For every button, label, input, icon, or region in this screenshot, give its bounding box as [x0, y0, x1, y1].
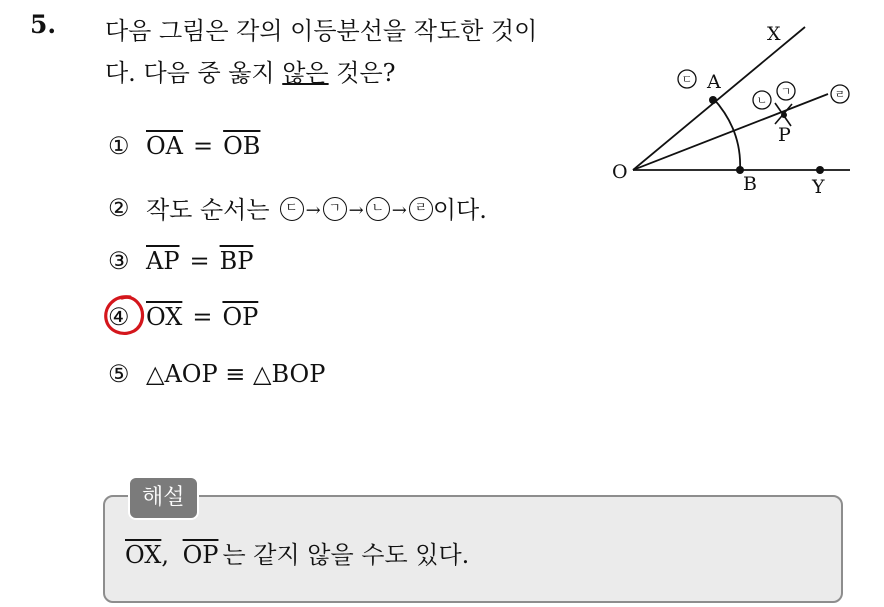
option-5-text: △AOP ≡ △BOP — [146, 360, 326, 388]
step-g-label: ㄱ — [780, 85, 792, 98]
point-a — [709, 96, 717, 104]
option-4-number: ④ — [108, 303, 130, 331]
label-y: Y — [812, 176, 825, 198]
option-1-rhs: $\overline{OB}$ — [223, 132, 261, 160]
question-text — [105, 10, 585, 94]
explanation-comma: , — [161, 541, 169, 569]
option-4-lhs: $\overline{OX}$ — [146, 303, 183, 331]
step-label: ㄱ — [323, 197, 347, 221]
label-o: O — [612, 161, 628, 183]
arrow: → — [348, 199, 364, 221]
option-1-number: ① — [108, 132, 130, 160]
option-3-number: ③ — [108, 247, 130, 275]
ray-ox — [633, 27, 805, 170]
angle-bisector-diagram — [600, 0, 884, 210]
ray-op — [633, 94, 828, 170]
step-r-label: ㄹ — [834, 88, 846, 101]
option-2-sequence — [280, 194, 433, 222]
point-y — [816, 166, 824, 174]
question-line-2-b: 것은? — [328, 59, 396, 87]
option-5[interactable] — [108, 360, 325, 388]
option-2[interactable] — [108, 190, 487, 225]
option-1[interactable] — [108, 132, 260, 160]
question-line-2 — [105, 52, 585, 94]
question-line-1: 다음 그림은 각의 이등분선을 작도한 것이 — [105, 17, 538, 45]
explanation-body: 는 같지 않을 수도 있다. — [222, 541, 470, 569]
question-underlined-word: 않은 — [282, 59, 329, 87]
option-1-op: = — [193, 132, 214, 160]
option-2-text: 작도 순서는 — [146, 196, 270, 224]
explanation-seg-2: $\overline{OP}$ — [182, 541, 219, 569]
step-label: ㄷ — [280, 197, 304, 221]
option-1-lhs: $\overline{OA}$ — [146, 132, 184, 160]
explanation-text — [125, 535, 469, 570]
explanation-tag: 해설 — [128, 476, 199, 520]
explanation-seg-1: $\overline{OX}$ — [125, 541, 162, 569]
option-3-lhs: $\overline{AP}$ — [146, 247, 180, 275]
question-line-2-a: 다. 다음 중 옳지 — [105, 59, 283, 87]
step-label: ㄹ — [409, 197, 433, 221]
option-2-suffix: 이다. — [432, 196, 487, 224]
option-3-op: = — [189, 247, 210, 275]
step-l-label: ㄴ — [756, 94, 768, 107]
option-3[interactable] — [108, 247, 253, 275]
step-label: ㄴ — [366, 197, 390, 221]
option-4-op: = — [192, 303, 213, 331]
option-4[interactable] — [108, 303, 258, 331]
point-p — [781, 112, 787, 118]
arrow: → — [391, 199, 407, 221]
label-x: X — [767, 23, 781, 45]
label-a: A — [707, 71, 721, 93]
label-b: B — [743, 173, 757, 195]
label-p: P — [778, 124, 791, 146]
arrow: → — [305, 199, 321, 221]
option-4-rhs: $\overline{OP}$ — [222, 303, 259, 331]
question-number: 5. — [30, 10, 57, 39]
option-3-rhs: $\overline{BP}$ — [219, 247, 254, 275]
option-5-number: ⑤ — [108, 360, 130, 388]
step-c-label: ㄷ — [681, 73, 693, 86]
option-2-number: ② — [108, 193, 130, 222]
